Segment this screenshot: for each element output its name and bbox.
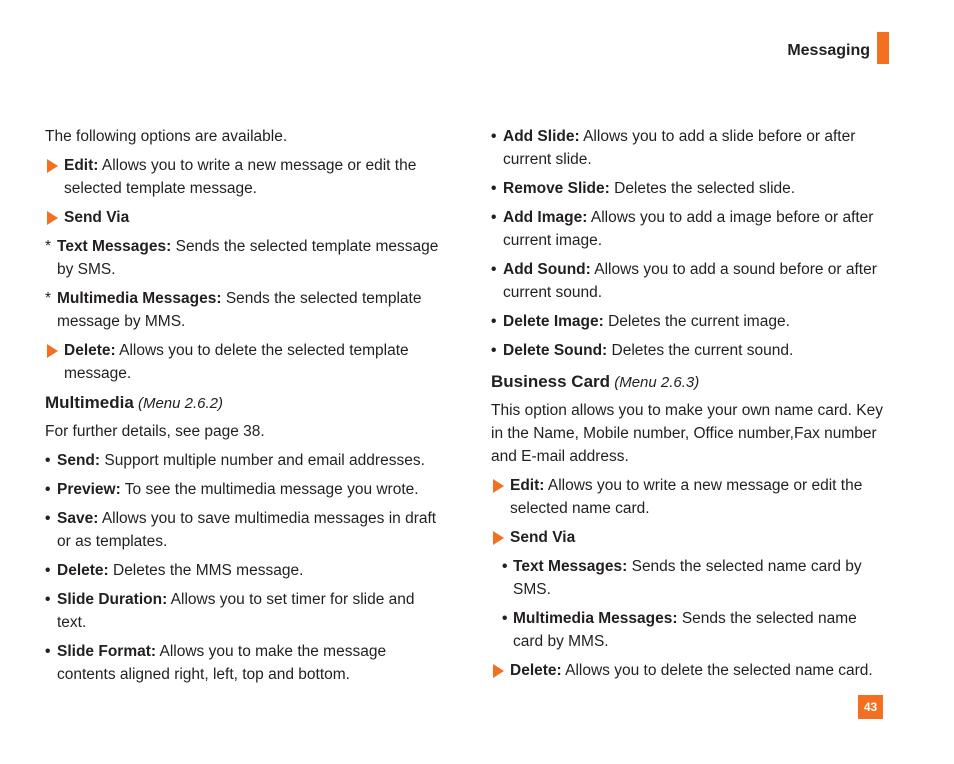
list-item <box>45 640 445 686</box>
menu-reference: (Menu 2.6.2) <box>133 395 224 412</box>
list-item <box>45 449 445 472</box>
option-label: Delete: <box>64 342 116 359</box>
right-column <box>491 125 891 688</box>
option-text: Allows you to write a new message or edit the selected name card. <box>510 477 863 517</box>
option-label: Send Via <box>510 529 576 546</box>
bullet-dot: • <box>45 643 51 660</box>
bullet-dot: • <box>45 562 51 579</box>
option-text: Allows you to add a slide before or after current slide. <box>503 128 856 168</box>
option-label: Slide Duration: <box>57 591 168 608</box>
list-item <box>45 588 445 634</box>
option-text: Allows you to make the message contents aligned right, left, top and bottom. <box>57 643 387 683</box>
option-text: Sends the selected template message by SMS. <box>57 238 439 278</box>
list-item <box>45 559 445 582</box>
option-label: Edit: <box>64 157 99 174</box>
page-number: 43 <box>858 695 883 719</box>
list-item <box>491 206 891 252</box>
option-label: Delete: <box>510 662 562 679</box>
heading-text: Multimedia <box>45 393 134 412</box>
option-label: Add Slide: <box>503 128 580 145</box>
option-text: Allows you to set timer for slide and text. <box>57 591 415 631</box>
bullet-dot: • <box>45 510 51 527</box>
option-text: Support multiple number and email addresses. <box>100 452 425 469</box>
list-item <box>491 258 891 304</box>
section-title: Messaging <box>787 42 870 59</box>
option-label: Save: <box>57 510 99 527</box>
bullet-dot: • <box>491 342 497 359</box>
option-text: Allows you to delete the selected template message. <box>64 342 409 382</box>
option-text: Allows you to write a new message or edit the selected template message. <box>64 157 417 197</box>
option-label: Send: <box>57 452 101 469</box>
left-column <box>45 125 445 692</box>
option-label: Send Via <box>64 209 130 226</box>
option-label: Add Image: <box>503 209 588 226</box>
suboption-multimedia-messages <box>45 287 445 333</box>
list-item <box>45 478 445 501</box>
option-text: Deletes the current sound. <box>607 342 794 359</box>
asterisk-marker: * <box>45 238 52 255</box>
menu-reference: (Menu 2.6.3) <box>610 374 700 391</box>
option-label: Multimedia Messages: <box>57 290 222 307</box>
section-heading-business-card <box>491 370 891 395</box>
option-delete <box>45 339 445 385</box>
option-text: To see the multimedia message you wrote. <box>120 481 419 498</box>
option-label: Remove Slide: <box>503 180 610 197</box>
bullet-dot: • <box>45 591 51 608</box>
arrow-bullet-icon <box>493 664 504 678</box>
heading-text: Business Card <box>491 372 611 391</box>
option-text: Deletes the selected slide. <box>609 180 796 197</box>
bullet-dot: • <box>491 261 497 278</box>
option-text: Allows you to save multimedia messages in draft or as templates. <box>57 510 437 550</box>
bullet-dot: • <box>502 610 508 627</box>
option-text: Sends the selected template message by MMS. <box>57 290 422 330</box>
bullet-dot: • <box>502 558 508 575</box>
list-item <box>491 339 891 362</box>
option-label: Slide Format: <box>57 643 157 660</box>
suboption-multimedia-messages <box>491 607 891 653</box>
option-label: Preview: <box>57 481 121 498</box>
option-label: Text Messages: <box>57 238 172 255</box>
option-delete <box>491 659 891 682</box>
option-label: Delete: <box>57 562 109 579</box>
option-send-via <box>491 526 891 549</box>
option-label: Multimedia Messages: <box>513 610 678 627</box>
option-text: Deletes the MMS message. <box>108 562 304 579</box>
option-send-via <box>45 206 445 229</box>
section-tab-marker <box>877 32 889 64</box>
bullet-dot: • <box>491 209 497 226</box>
suboption-text-messages <box>491 555 891 601</box>
intro-text: The following options are available. <box>45 128 288 145</box>
bullet-dot: • <box>491 128 497 145</box>
option-text: Allows you to add a image before or after current image. <box>503 209 874 249</box>
list-item <box>491 310 891 333</box>
arrow-bullet-icon <box>47 344 58 358</box>
arrow-bullet-icon <box>47 159 58 173</box>
option-text: Allows you to add a sound before or after current sound. <box>503 261 877 301</box>
further-details-text: For further details, see page 38. <box>45 423 265 440</box>
bullet-dot: • <box>45 452 51 469</box>
list-item <box>45 507 445 553</box>
option-label: Delete Image: <box>503 313 604 330</box>
asterisk-marker: * <box>45 290 52 307</box>
arrow-bullet-icon <box>47 211 58 225</box>
option-edit <box>491 474 891 520</box>
option-label: Delete Sound: <box>503 342 608 359</box>
bullet-dot: • <box>45 481 51 498</box>
option-text: Sends the selected name card by SMS. <box>513 558 862 598</box>
bullet-dot: • <box>491 313 497 330</box>
option-text: Sends the selected name card by MMS. <box>513 610 857 650</box>
suboption-text-messages <box>45 235 445 281</box>
list-item <box>491 125 891 171</box>
bullet-dot: • <box>491 180 497 197</box>
arrow-bullet-icon <box>493 531 504 545</box>
option-label: Add Sound: <box>503 261 591 278</box>
section-heading-multimedia <box>45 391 445 416</box>
arrow-bullet-icon <box>493 479 504 493</box>
option-text: Allows you to delete the selected name card. <box>561 662 873 679</box>
option-label: Text Messages: <box>513 558 628 575</box>
business-card-intro: This option allows you to make your own name card. Key in the Name, Mobile number, Office number,Fax number and E-mail address. <box>491 402 883 465</box>
option-text: Deletes the current image. <box>603 313 790 330</box>
list-item <box>491 177 891 200</box>
option-label: Edit: <box>510 477 545 494</box>
option-edit <box>45 154 445 200</box>
